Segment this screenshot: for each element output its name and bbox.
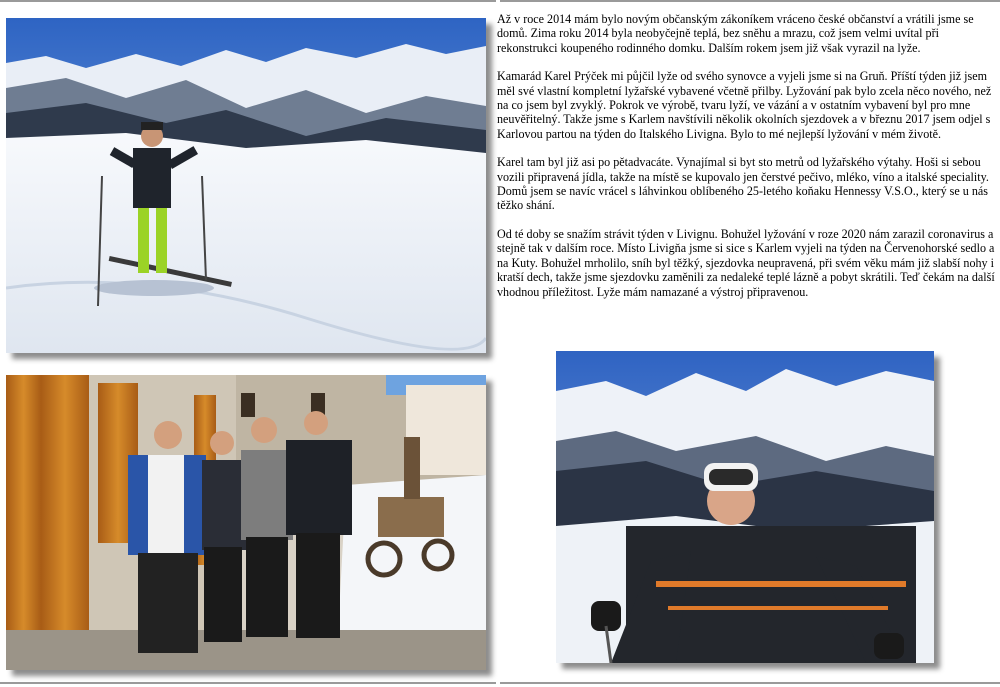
top-rule — [0, 0, 496, 2]
photo-group-at-chalet — [6, 375, 486, 670]
article-paragraph: Od té doby se snažím strávit týden v Livignu. Bohužel lyžování v roze 2020 nám zarazil coronavirus a stejně tak v dalším roce. Místo Livigňa jsme si sice s Karlem vyjeli na týden na Červenohorské sedlo a na Kuty. Bohužel mrholilo, sníh byl těžký, sjezdovka neupravená, při svém věku mám již slabší nohy i kratší dech, takže jsme sjezdovku zaměnili za nedaleké teplé lázně a pobyt skrátili. Teď čekám na další vhodnou příležitost. Lyže mám namazané a výstroj připravenou. — [497, 226, 995, 299]
top-rule-right — [500, 0, 1000, 2]
article-paragraph: Kamarád Karel Prýček mi půjčil lyže od svého synovce a vyjeli jsme si na Gruň. Příští týden již jsem měl své vlastní kompletní lyžařské vybavené včetně přilby. Lyžování pak bylo zcela něco nového, než na co jsem byl zvyklý. Pokrok ve výrobě, tvaru lyží, ve vázání a v ostatním vybavení byl pro mne neuvěřitelný. Takže jsme s Karlem navštívili několik okolních sjezdovek a v březnu 2017 jsem odjel s Karlovou partou na týden do Italského Livigna. Bylo to mé nejlepší lyžování v mém životě. — [497, 69, 992, 141]
article-text — [497, 12, 997, 313]
photo-skier-on-slope — [6, 18, 486, 353]
bottom-rule-right — [500, 682, 1000, 684]
bottom-rule — [0, 682, 496, 684]
article-paragraph: Karel tam byl již asi po pětadvacáte. Vynajímal si byt sto metrů od lyžařského výtahy. Hoši si sebou vozili připravená jídla, takže na místě se kupovalo jen čerstvé pečivo, mléko, víno a italské speciality. Domů jsem se navíc vrácel s láhvinkou oblíbeného 25-letého koňaku Hennessy V.S.O., který se u nás těžko shání. — [497, 155, 989, 213]
photo-skier-portrait — [556, 351, 934, 663]
article-paragraph: Až v roce 2014 mám bylo novým občanským zákoníkem vráceno české občanství a vrátili jsme se domů. Zima roku 2014 byla neobyčejně teplá, bez sněhu a mrazu, což jsem velmi uvítal při rekonstrukci koupeného rodinného domku. Dalším rokem jsem již však vyrazil na lyže. — [497, 12, 974, 55]
